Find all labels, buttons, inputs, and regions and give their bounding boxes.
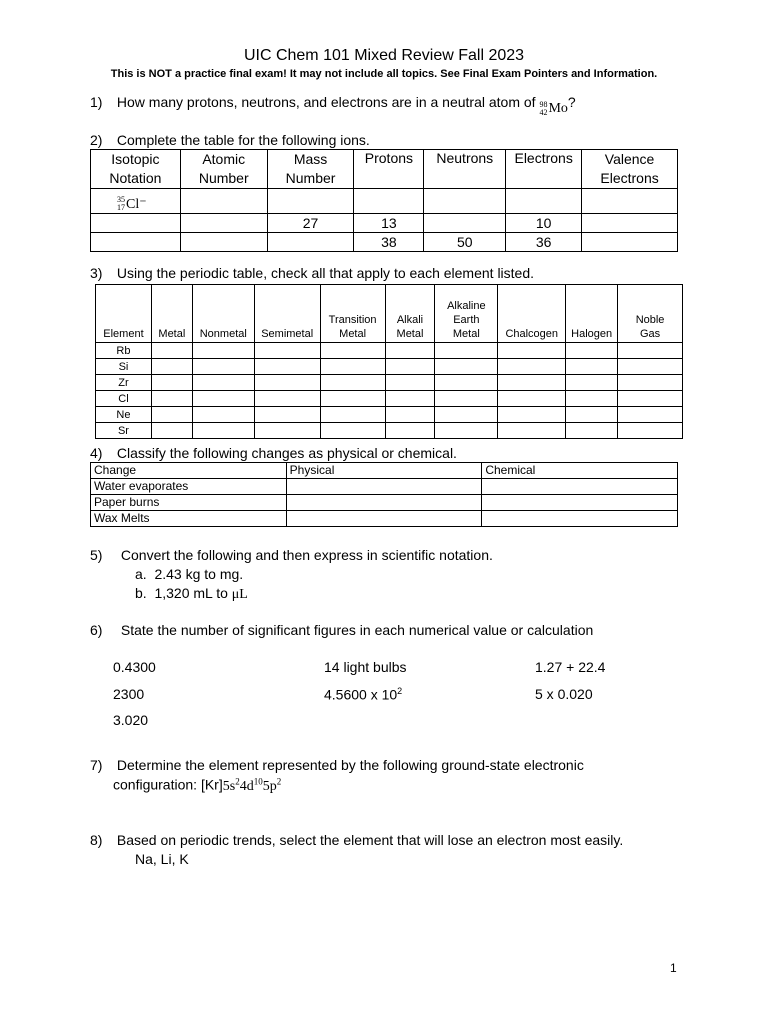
table-row xyxy=(91,232,678,251)
check-cell[interactable] xyxy=(254,391,320,407)
check-cell[interactable] xyxy=(498,407,566,423)
isotope-mass: 35 xyxy=(117,195,125,204)
question-4 xyxy=(90,445,457,461)
question-number: 6) xyxy=(90,622,103,638)
check-cell[interactable] xyxy=(320,343,385,359)
question-text: Convert the following and then express in scientific notation. xyxy=(120,547,493,563)
question-text: Classify the following changes as physical or chemical. xyxy=(116,445,457,461)
question-number: 5) xyxy=(90,547,103,563)
question-text: How many protons, neutrons, and electrons are in a neutral atom of xyxy=(116,94,536,110)
check-cell[interactable] xyxy=(385,375,435,391)
check-cell[interactable] xyxy=(151,359,192,375)
document-title: UIC Chem 101 Mixed Review Fall 2023 xyxy=(243,47,525,64)
header-neutrons: Neutrons xyxy=(436,150,494,166)
check-cell[interactable] xyxy=(566,391,618,407)
sigfig-exponent: 2 xyxy=(397,686,403,696)
question-text: Using the periodic table, check all that apply to each element listed. xyxy=(116,265,535,281)
header-cell xyxy=(320,285,385,343)
table-cell[interactable] xyxy=(267,189,354,214)
question-number: 4) xyxy=(90,445,103,461)
check-cell[interactable] xyxy=(566,423,618,439)
table-cell[interactable]: 13 xyxy=(354,213,424,232)
check-cell[interactable] xyxy=(254,423,320,439)
table-cell[interactable] xyxy=(424,189,506,214)
header-cell xyxy=(566,285,618,343)
header-cell xyxy=(435,285,498,343)
table-cell[interactable]: 27 xyxy=(267,213,354,232)
check-cell[interactable] xyxy=(618,375,683,391)
question-number: 2) xyxy=(90,132,103,148)
check-cell[interactable] xyxy=(385,391,435,407)
header-cell xyxy=(354,150,424,189)
table-cell[interactable] xyxy=(506,189,582,214)
changes-table xyxy=(90,462,678,527)
header-protons: Protons xyxy=(364,150,414,166)
header-cell xyxy=(192,285,254,343)
isotope-atomic: 17 xyxy=(117,203,125,212)
header-cell xyxy=(151,285,192,343)
header-cell xyxy=(582,150,678,189)
header-metal: Metal xyxy=(158,328,186,340)
check-cell[interactable] xyxy=(151,407,192,423)
table-row xyxy=(91,479,678,495)
check-cell[interactable] xyxy=(254,343,320,359)
sigfig-value: 5 x 0.020 xyxy=(535,686,593,702)
orbital-count: 2 xyxy=(276,776,282,786)
question-8 xyxy=(90,832,623,848)
q8-options: Na, Li, K xyxy=(135,851,189,867)
table-cell[interactable] xyxy=(267,232,354,251)
table-row xyxy=(96,423,683,439)
check-cell[interactable] xyxy=(385,359,435,375)
sigfig-value: 1.27 + 22.4 xyxy=(535,659,606,675)
header-alkali-metal: Alkali Metal xyxy=(396,314,424,340)
question-6 xyxy=(90,622,593,638)
question-text: Determine the element represented by the following ground-state electronic xyxy=(116,757,584,773)
check-cell[interactable] xyxy=(320,423,385,439)
table-row xyxy=(96,359,683,375)
check-cell[interactable] xyxy=(385,423,435,439)
check-cell[interactable] xyxy=(498,343,566,359)
isotope-mass: 98 xyxy=(539,100,548,109)
check-cell[interactable] xyxy=(566,343,618,359)
table-cell[interactable] xyxy=(91,232,181,251)
check-cell[interactable] xyxy=(192,343,254,359)
element-cell: Cl xyxy=(96,391,152,407)
change-cell: Water evaporates xyxy=(91,479,287,495)
sigfig-value: 3.020 xyxy=(113,712,149,728)
check-cell[interactable] xyxy=(618,423,683,439)
q5-part-b-text: b. 1,320 mL to xyxy=(135,585,228,601)
question-7 xyxy=(90,757,584,773)
check-cell[interactable] xyxy=(192,423,254,439)
header-isotopic: Isotopic Notation xyxy=(109,151,162,186)
ions-table xyxy=(90,149,678,252)
check-cell[interactable] xyxy=(151,375,192,391)
check-cell[interactable] xyxy=(385,407,435,423)
question-number: 8) xyxy=(90,832,103,848)
check-cell[interactable] xyxy=(254,407,320,423)
config-prefix: configuration: [Kr] xyxy=(113,776,223,793)
table-cell[interactable]: 38 xyxy=(354,232,424,251)
question-number: 3) xyxy=(90,265,103,281)
check-cell[interactable] xyxy=(498,391,566,407)
question-number: 1) xyxy=(90,94,103,110)
sigfig-value: 2300 xyxy=(113,686,145,702)
check-cell[interactable] xyxy=(618,359,683,375)
table-row xyxy=(91,189,678,214)
table-row xyxy=(91,213,678,232)
check-cell[interactable] xyxy=(192,407,254,423)
question-text: State the number of significant figures in each numerical value or calculation xyxy=(120,622,594,638)
header-physical: Physical xyxy=(286,463,482,479)
isotope-symbol: Cl⁻ xyxy=(126,196,147,212)
table-cell[interactable] xyxy=(424,213,506,232)
chemical-cell[interactable] xyxy=(482,495,678,511)
check-cell[interactable] xyxy=(254,375,320,391)
check-cell[interactable] xyxy=(320,375,385,391)
check-cell[interactable] xyxy=(320,407,385,423)
element-cell: Si xyxy=(96,359,152,375)
check-cell[interactable] xyxy=(435,359,498,375)
change-cell: Paper burns xyxy=(91,495,287,511)
header-valence: Valence Electrons xyxy=(600,151,659,186)
q5-part-a: a. 2.43 kg to mg. xyxy=(135,566,244,582)
question-text: Based on periodic trends, select the element that will lose an electron most easily. xyxy=(116,832,624,848)
check-cell[interactable] xyxy=(320,391,385,407)
header-cell xyxy=(254,285,320,343)
isotope-cell[interactable] xyxy=(91,189,181,214)
orbital: 5p xyxy=(262,778,277,794)
orbital: 5s xyxy=(222,778,236,794)
exam-notice: This is NOT a practice final exam! It may not include all topics. See Final Exam Pointers and Information. xyxy=(110,68,658,80)
check-cell[interactable] xyxy=(151,343,192,359)
check-cell[interactable] xyxy=(498,375,566,391)
element-cell: Zr xyxy=(96,375,152,391)
orbital-count: 10 xyxy=(253,776,263,786)
check-cell[interactable] xyxy=(254,359,320,375)
table-cell[interactable] xyxy=(180,213,267,232)
header-halogen: Halogen xyxy=(571,328,613,340)
table-row xyxy=(96,407,683,423)
periodic-table-check xyxy=(95,284,683,439)
table-cell[interactable]: 36 xyxy=(506,232,582,251)
header-mass: Mass Number xyxy=(285,151,336,186)
check-cell[interactable] xyxy=(435,423,498,439)
table-header-row xyxy=(91,150,678,189)
table-row xyxy=(91,511,678,527)
table-cell[interactable] xyxy=(91,213,181,232)
check-cell[interactable] xyxy=(192,359,254,375)
electron-config xyxy=(222,776,282,794)
header-alkaline-earth-metal: Alkaline Earth Metal xyxy=(447,300,486,340)
table-row xyxy=(96,343,683,359)
check-cell[interactable] xyxy=(618,343,683,359)
question-3 xyxy=(90,265,534,281)
question-1 xyxy=(90,94,576,117)
table-cell[interactable]: 10 xyxy=(506,213,582,232)
table-cell[interactable] xyxy=(582,213,678,232)
q5-part-b xyxy=(135,585,248,603)
table-cell[interactable] xyxy=(354,189,424,214)
element-cell: Sr xyxy=(96,423,152,439)
table-cell[interactable] xyxy=(582,232,678,251)
check-cell[interactable] xyxy=(566,375,618,391)
change-cell: Wax Melts xyxy=(91,511,287,527)
element-cell: Ne xyxy=(96,407,152,423)
header-electrons: Electrons xyxy=(514,150,573,166)
page-number: 1 xyxy=(670,961,677,975)
check-cell[interactable] xyxy=(566,359,618,375)
check-cell[interactable] xyxy=(151,423,192,439)
sigfig-value xyxy=(324,686,402,703)
header-cell xyxy=(385,285,435,343)
question-number: 7) xyxy=(90,757,103,773)
header-cell xyxy=(618,285,683,343)
check-cell[interactable] xyxy=(151,391,192,407)
table-header-row xyxy=(91,463,678,479)
check-cell[interactable] xyxy=(498,359,566,375)
header-atomic: Atomic Number xyxy=(198,151,249,186)
isotope-symbol: Mo xyxy=(548,101,568,116)
header-cell xyxy=(267,150,354,189)
check-cell[interactable] xyxy=(192,375,254,391)
orbital-count: 2 xyxy=(235,776,240,786)
header-nonmetal: Nonmetal xyxy=(199,328,247,340)
isotope-atomic: 42 xyxy=(539,108,548,117)
question-end: ? xyxy=(567,94,576,110)
check-cell[interactable] xyxy=(435,391,498,407)
physical-cell[interactable] xyxy=(286,479,482,495)
header-noble-gas: Noble Gas xyxy=(635,314,665,340)
q7-config-line xyxy=(113,776,281,795)
chemical-cell[interactable] xyxy=(482,479,678,495)
q5-part-b-unit: μL xyxy=(231,587,248,602)
check-cell[interactable] xyxy=(566,407,618,423)
table-header-row xyxy=(96,285,683,343)
question-5 xyxy=(90,547,493,563)
header-cell xyxy=(498,285,566,343)
header-transition-metal: Transition Metal xyxy=(328,314,377,340)
physical-cell[interactable] xyxy=(286,511,482,527)
physical-cell[interactable] xyxy=(286,495,482,511)
table-cell[interactable]: 50 xyxy=(424,232,506,251)
isotope-notation xyxy=(117,196,147,213)
check-cell[interactable] xyxy=(385,343,435,359)
header-cell xyxy=(506,150,582,189)
header-element: Element xyxy=(103,328,144,340)
sigfig-value: 0.4300 xyxy=(113,659,156,675)
table-row xyxy=(96,375,683,391)
header-cell xyxy=(424,150,506,189)
check-cell[interactable] xyxy=(435,407,498,423)
check-cell[interactable] xyxy=(618,391,683,407)
check-cell[interactable] xyxy=(435,375,498,391)
element-cell: Rb xyxy=(96,343,152,359)
header-cell xyxy=(180,150,267,189)
orbital: 4d xyxy=(239,778,254,794)
header-chemical: Chemical xyxy=(482,463,678,479)
sigfig-value: 14 light bulbs xyxy=(324,659,407,675)
sigfig-base: 4.5600 x 10 xyxy=(324,686,398,703)
header-cell xyxy=(96,285,152,343)
table-cell[interactable] xyxy=(180,189,267,214)
table-row xyxy=(96,391,683,407)
table-cell[interactable] xyxy=(180,232,267,251)
header-cell xyxy=(91,150,181,189)
table-cell[interactable] xyxy=(582,189,678,214)
question-2 xyxy=(90,132,370,148)
question-text: Complete the table for the following ions. xyxy=(116,132,370,148)
check-cell[interactable] xyxy=(320,359,385,375)
isotope-notation xyxy=(539,101,567,117)
header-chalcogen: Chalcogen xyxy=(505,328,559,340)
header-semimetal: Semimetal xyxy=(261,328,314,340)
header-change: Change xyxy=(91,463,287,479)
check-cell[interactable] xyxy=(435,343,498,359)
chemical-cell[interactable] xyxy=(482,511,678,527)
table-row xyxy=(91,495,678,511)
check-cell[interactable] xyxy=(498,423,566,439)
check-cell[interactable] xyxy=(618,407,683,423)
check-cell[interactable] xyxy=(192,391,254,407)
